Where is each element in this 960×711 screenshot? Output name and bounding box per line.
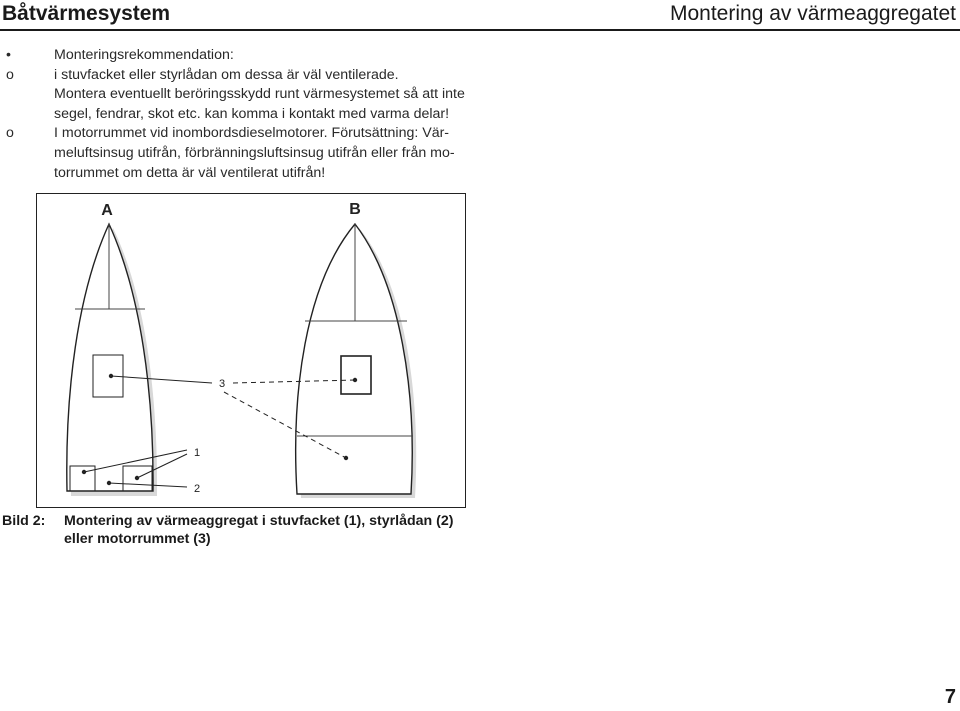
point-engine-b xyxy=(344,456,348,460)
boat-b-hull xyxy=(296,224,413,494)
caption-text xyxy=(64,512,474,548)
text-line xyxy=(0,144,480,164)
boat-a-hull xyxy=(67,224,153,491)
line-text: Monteringsrekommendation: xyxy=(54,47,234,63)
point-locker-bottom xyxy=(107,481,111,485)
caption-label: Bild 2: xyxy=(2,513,46,529)
section-title: Montering av värmeaggregatet xyxy=(670,2,956,25)
line-text: torrummet om detta är väl ventilerat utifrån! xyxy=(54,164,326,181)
point-locker-left xyxy=(82,470,86,474)
item-marker: o xyxy=(6,125,14,142)
text-line xyxy=(0,124,480,144)
point-control-b xyxy=(353,378,357,382)
line-text: Montera eventuellt beröringsskydd runt värmesystemet så att inte xyxy=(54,86,465,103)
callout-3: 3 xyxy=(218,378,226,390)
caption-line-2: eller motorrummet (3) xyxy=(64,531,211,547)
body-text xyxy=(0,46,480,183)
document-title: Båtvärmesystem xyxy=(2,2,171,25)
callout-2: 2 xyxy=(193,483,201,495)
line-text: meluftsinsug utifrån, förbränningsluftsinsug utifrån eller från mo- xyxy=(54,144,455,161)
bullet-marker: • xyxy=(6,47,11,63)
page-number: 7 xyxy=(944,686,956,708)
header-rule xyxy=(0,29,960,31)
text-line xyxy=(0,66,480,86)
line-text: segel, fendrar, skot etc. kan komma i kontakt med varma delar! xyxy=(54,105,450,122)
label-b: B xyxy=(349,201,361,218)
text-line xyxy=(0,85,480,105)
boat-diagram xyxy=(37,194,467,509)
boat-diagram-figure xyxy=(36,193,466,508)
label-a: A xyxy=(101,202,113,219)
text-line xyxy=(0,105,480,125)
item-marker: o xyxy=(6,66,14,83)
page-header xyxy=(0,0,960,30)
text-line xyxy=(0,46,480,66)
point-locker-right xyxy=(135,476,139,480)
line-text: I motorrummet vid inombordsdieselmotorer. Förutsättning: Vär- xyxy=(54,125,450,142)
point-control-a xyxy=(109,374,113,378)
line-text: i stuvfacket eller styrlådan om dessa är väl ventilerade. xyxy=(54,66,399,83)
text-line xyxy=(0,164,480,184)
callout-1: 1 xyxy=(193,447,201,459)
caption-line-1: Montering av värmeaggregat i stuvfacket (1), styrlådan (2) xyxy=(64,513,454,529)
